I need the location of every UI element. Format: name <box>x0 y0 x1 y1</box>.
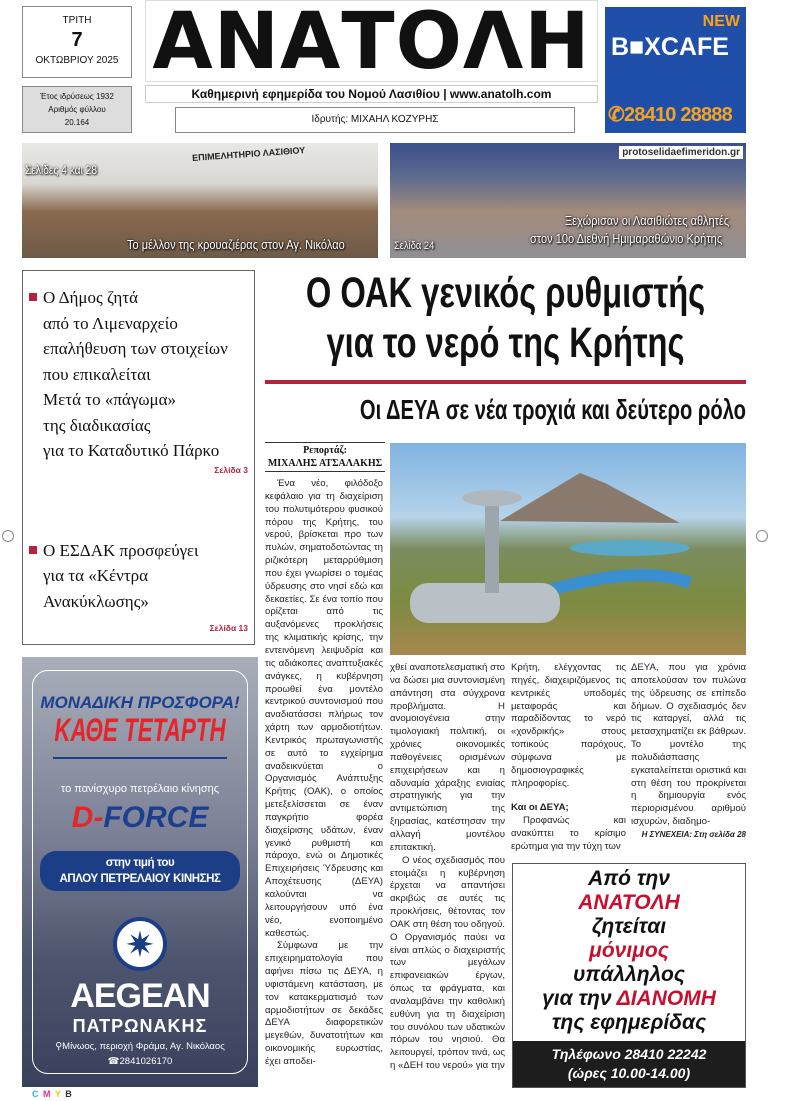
bullet-icon <box>29 546 37 554</box>
photo-page: Σελίδα 24 <box>394 240 435 252</box>
photo-caption-1: Ξεχώρισαν οι Λασιθιώτες αθλητές <box>565 213 730 228</box>
photo-caption: Το μέλλον της κρουαζιέρας στον Αγ. Νικόλαο <box>127 237 345 252</box>
story-dimos[interactable]: Ο Δήμος ζητά από το Λιμεναρχείο επαλήθευση των στοιχείων που επικαλείται Μετά το «πάγωμα» της διαδικασίας για το Καταδυτικό Πάρκο Σελίδα 3 <box>29 285 248 476</box>
subheadline: Οι ΔΕΥΑ σε νέα τροχιά και δεύτερο ρόλο <box>359 394 746 425</box>
aegean-ad[interactable] <box>22 657 258 1087</box>
photo-page: Σελίδες 4 και 28 <box>25 163 98 177</box>
continued-link[interactable]: Η ΣΥΝΕΧΕΙΑ: Στη σελίδα 28 <box>641 829 746 839</box>
ad-brand: B■XCAFE <box>611 33 729 61</box>
ad-product: D-FORCE <box>71 801 209 834</box>
ad-new: NEW <box>702 13 740 30</box>
job-ad[interactable]: Από την ΑΝΑΤΟΛΗ ζητείται μόνιμος υπάλληλος για την ΔΙΑΝΟΜΗ της εφημερίδας Τηλέφωνο 28410 22242 (ώρες 10.00-14.00) <box>512 863 746 1088</box>
ad-price: στην τιμή του ΑΠΛΟΥ ΠΕΤΡΕΛΑΙΟΥ ΚΙΝΗΣΗΣ <box>40 851 240 891</box>
masthead-title: ΑΝΑΤΟΛΗ <box>145 0 598 82</box>
article-column-3: Κρήτη, ελέγχοντας τις πηγές, διαχειριζόμενος τις κεντρικές υποδομές μεταφοράς και παραδίδοντας το νερό «χονδρικής» στους τοπικούς παρόχους, σύμφωνα με δημοσιογραφικές πληροφορίες. Και οι ΔΕΥΑ; Προφανώς και ανακύπτει το κρίσιμο ερώτημα για την τύχη των <box>511 662 626 852</box>
phone-icon: ☎ <box>107 1056 120 1067</box>
ad-address: ⚲Μίνωος, περιοχή Φράμα, Αγ. Νικόλαος <box>55 1041 225 1052</box>
date-box <box>22 6 132 78</box>
photo-sign: ΕΠΙΜΕΛΗΤΗΡΙΟ ΛΑΣΙΘΙΟΥ <box>191 145 306 163</box>
founder: Ιδρυτής: ΜΙΧΑΗΛ ΚΟΖΥΡΗΣ <box>175 107 575 133</box>
phone-icon: ✆ <box>608 104 624 126</box>
day: 7 <box>71 29 83 51</box>
job-ad-contact: Τηλέφωνο 28410 22242 (ώρες 10.00-14.00) <box>513 1041 745 1087</box>
ad-phone: ☎2841026170 <box>107 1056 173 1067</box>
aegean-logo-icon <box>113 917 167 971</box>
founded: Έτος ιδρύσεως 1932 <box>40 92 114 101</box>
ad-offer: ΜΟΝΑΔΙΚΗ ΠΡΟΣΦΟΡΑ! <box>40 693 240 712</box>
location-pin-icon: ⚲ <box>55 1041 63 1052</box>
boxcafe-ad[interactable] <box>605 7 746 133</box>
photo-caption-2: στον 10ο Διεθνή Ημιμαραθώνιο Κρήτης <box>530 231 723 246</box>
divider <box>265 380 746 384</box>
page-ref: Σελίδα 13 <box>209 623 248 633</box>
issue-label: Αριθμός φύλλου <box>48 105 106 114</box>
cmyb-marks: C M Y B <box>32 1089 73 1099</box>
section-heading: Και οι ΔΕΥΑ; <box>511 802 569 814</box>
ad-product-desc: το πανίσχυρο πετρέλαιο κίνησης <box>60 783 220 795</box>
photo-half-marathon[interactable] <box>390 143 746 258</box>
article-column-2: χθεί αναποτελεσματική στο να δώσει μια συντονισμένη απάντηση στα σύγχρονα προβλήματα. Η ανομοιογένεια στην τιμολογιακή πολιτική, οι χρόνιες οικονομικές παθογένειες ορισμένων επιχειρήσεων και η αδυναμία χάραξης ενιαίας στρατηγικής για την αντιμετώπιση της ξηρασίας, κατέστησαν την αλλαγή μοντέλου επιτακτική. Ο νέος σχεδιασμός που ετοιμάζει η κυβέρνηση έρχεται να απαντήσει ακριβώς σε αυτές τις προκλήσεις, θέτοντας τον ΟΑΚ στη θέση του οδηγού. Ο Οργανισμός παύει να είναι απλώς ο διαχειριστής των μεγάλων επιφανειακών έργων, όπως τα φράγματα, και αναλαμβάνει την καθολική ευθύνη για τη διαχείριση του συνόλου των υδατικών πόρων του νησιού. Θα λειτουργεί, τρόπον τινά, ως η «ΔΕΗ του νερού» για την <box>390 662 505 1072</box>
main-headline: Ο ΟΑΚ γενικός ρυθμιστής για το νερό της Κρήτης <box>305 269 706 367</box>
byline: Ρεπορτάζ: ΜΙΧΑΛΗΣ ΑΤΣΑΛΑΚΗΣ <box>265 442 385 472</box>
registration-mark-icon <box>756 530 768 542</box>
issue-info <box>22 86 132 133</box>
weekday: ΤΡΙΤΗ <box>62 15 92 26</box>
watermark: protoselidaefimeridon.gr <box>619 146 743 159</box>
photo-cruise-meeting[interactable] <box>22 143 378 258</box>
article-column-1: Ένα νέο, φιλόδοξο κεφάλαιο για τη διαχείριση του πολυτιμότερου φυσικού πόρου της Κρήτης, του νερού, βρίσκεται προ των πυλών, σηματοδοτώντας τη ριζικότερη μεταρρύθμιση που έχει γνωρίσει ο τομέας ύδρευσης στο νησί εδώ και δεκαετίες. Σε ένα τοπίο που ορίζεται από τις αυξανόμενες προκλήσεις της κλιματικής κρίσης, την εντεινόμενη λειψυδρία και τις αδιάκοπες αναπτυξιακές ανάγκες, η κυβέρνηση προωθεί ένα μοντέλο κεντρικού συντονισμού που αναδιατάσσει πλήρως τον χάρτη των αρμοδιοτήτων. Κεντρικός πρωταγωνιστής σε αυτό το εγχείρημα αναδεικνύεται ο Οργανισμός Ανάπτυξης Κρήτης (ΟΑΚ), ο οποίος μετεξελίσσεται σε έναν παγκρήτιο φορέα διαχείρισης υδάτων, έναν γενικό ρυθμιστή και πάροχο, ενώ οι Δημοτικές Επιχειρήσεις Ύδρευσης και Αποχέτευσης (ΔΕΥΑ) καλούνται να λειτουργήσουν υπό ένα νέο, ενοποιημένο καθεστώς. Σύμφωνα με την επιχειρηματολογία που αφήνει πίσω τις ΔΕΥΑ, η υφιστάμενη κατάσταση, με τον κατακερματισμό των αρμοδιοτήτων σε δεκάδες ΔΕΥΑ διαφορετικών μεγεθών, δυνατοτήτων και οικονομικής ευρωστίας, έχει αποδει- <box>265 478 383 1067</box>
article-column-4: ΔΕΥΑ, που για χρόνια αποτελούσαν τον πυλώνα της ύδρευσης σε επίπεδο δήμων. Ο σχεδιασμός δεν τις καταργεί, αλλά τις μετασχηματίζει εκ βάθρων. Το μοντέλο της πολυδιάσπασης εγκαταλείπεται οριστικά και στη θέση του προκρίνεται η δημιουργία ενός περιορισμένου αριθμού ισχυρών, διαδημο- Η ΣΥΝΕΧΕΙΑ: Στη σελίδα 28 <box>631 662 746 862</box>
registration-mark-icon <box>2 530 14 542</box>
story-esdak[interactable]: Ο ΕΣΔΑΚ προσφεύγει για τα «Κέντρα Ανακύκλωσης» Σελίδα 13 <box>29 538 248 635</box>
sidebar-stories <box>22 270 255 645</box>
month-year: ΟΚΤΩΒΡΙΟΥ 2025 <box>35 55 119 66</box>
ad-day: ΚΑΘΕ ΤΕΤΑΡΤΗ <box>54 712 226 748</box>
tagline: Καθημερινή εφημερίδα του Νομού Λασιθίου | www.anatolh.com <box>145 85 598 103</box>
issue-number: 20.164 <box>64 118 90 127</box>
ad-owner: ΠΑΤΡΩΝΑΚΗΣ <box>72 1016 208 1036</box>
page-ref: Σελίδα 3 <box>214 464 248 475</box>
ad-phone: ✆28410 28888 <box>608 104 732 126</box>
water-pipe-image <box>390 443 746 655</box>
ad-brand: AEGEAN <box>70 977 210 1015</box>
bullet-icon <box>29 293 37 301</box>
